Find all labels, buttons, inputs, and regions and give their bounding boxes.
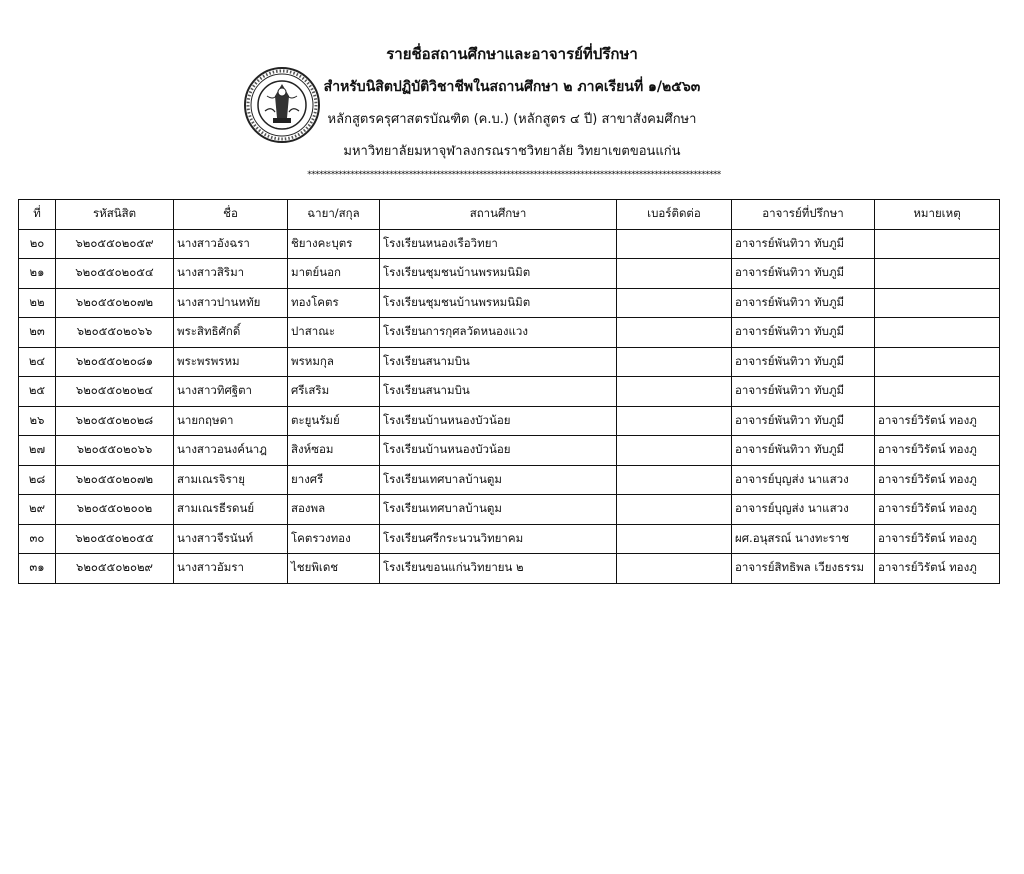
cell-advisor: อาจารย์บุญส่ง นาแสวง xyxy=(732,495,875,525)
table-body xyxy=(19,229,1000,583)
column-header-phone: เบอร์ติดต่อ xyxy=(617,200,732,230)
cell-phone xyxy=(617,436,732,466)
cell-phone xyxy=(617,229,732,259)
cell-first-name: นางสาวจีรนันท์ xyxy=(174,524,288,554)
cell-surname: ทองโคตร xyxy=(288,288,380,318)
cell-remarks xyxy=(875,377,1000,407)
cell-school: โรงเรียนบ้านหนองบัวน้อย xyxy=(380,406,617,436)
cell-student-id: ๖๒๐๕๕๐๒๐๕๔ xyxy=(56,259,174,289)
cell-row-number: ๒๐ xyxy=(19,229,56,259)
cell-student-id: ๖๒๐๕๕๐๒๐๖๖ xyxy=(56,318,174,348)
cell-first-name: สามเณรธีรดนย์ xyxy=(174,495,288,525)
cell-advisor: อาจารย์บุญส่ง นาแสวง xyxy=(732,465,875,495)
cell-remarks: อาจารย์วิรัตน์ ทองภู xyxy=(875,495,1000,525)
cell-first-name: นางสาวอังฉรา xyxy=(174,229,288,259)
table-row xyxy=(19,347,1000,377)
cell-advisor: อาจารย์สิทธิพล เวียงธรรม xyxy=(732,554,875,584)
cell-advisor: อาจารย์พันทิวา ทับภูมี xyxy=(732,229,875,259)
cell-school: โรงเรียนบ้านหนองบัวน้อย xyxy=(380,436,617,466)
cell-row-number: ๒๔ xyxy=(19,347,56,377)
table-row xyxy=(19,259,1000,289)
cell-student-id: ๖๒๐๕๕๐๒๐๐๒ xyxy=(56,495,174,525)
cell-row-number: ๓๑ xyxy=(19,554,56,584)
separator-line: ********************************************************************************************************** xyxy=(307,170,721,180)
cell-student-id: ๖๒๐๕๕๐๒๐๕๕ xyxy=(56,524,174,554)
cell-student-id: ๖๒๐๕๕๐๒๐๖๖ xyxy=(56,436,174,466)
cell-row-number: ๒๒ xyxy=(19,288,56,318)
column-header-remarks: หมายเหตุ xyxy=(875,200,1000,230)
cell-phone xyxy=(617,318,732,348)
cell-first-name: นายกฤษดา xyxy=(174,406,288,436)
cell-surname: ศรีเสริม xyxy=(288,377,380,407)
university-line: มหาวิทยาลัยมหาจุฬาลงกรณราชวิทยาลัย วิทยาเขตขอนแก่น xyxy=(343,144,681,159)
cell-first-name: สามเณรจิรายุ xyxy=(174,465,288,495)
table-row xyxy=(19,288,1000,318)
cell-row-number: ๒๓ xyxy=(19,318,56,348)
cell-remarks xyxy=(875,229,1000,259)
cell-student-id: ๖๒๐๕๕๐๒๐๒๔ xyxy=(56,377,174,407)
table-row xyxy=(19,465,1000,495)
cell-remarks: อาจารย์วิรัตน์ ทองภู xyxy=(875,554,1000,584)
cell-advisor: ผศ.อนุสรณ์ นางทะราช xyxy=(732,524,875,554)
cell-row-number: ๒๘ xyxy=(19,465,56,495)
program-line: หลักสูตรครุศาสตรบัณฑิต (ค.บ.) (หลักสูตร ๔ ปี) สาขาสังคมศึกษา xyxy=(327,112,697,127)
cell-advisor: อาจารย์พันทิวา ทับภูมี xyxy=(732,347,875,377)
cell-school: โรงเรียนหนองเรือวิทยา xyxy=(380,229,617,259)
cell-remarks xyxy=(875,318,1000,348)
cell-first-name: นางสาวสิริมา xyxy=(174,259,288,289)
cell-row-number: ๒๖ xyxy=(19,406,56,436)
column-header-name: ชื่อ xyxy=(174,200,288,230)
table-row xyxy=(19,524,1000,554)
cell-school: โรงเรียนสนามบิน xyxy=(380,347,617,377)
cell-surname: ตะยูนรัมย์ xyxy=(288,406,380,436)
cell-phone xyxy=(617,288,732,318)
column-header-school: สถานศึกษา xyxy=(380,200,617,230)
cell-remarks: อาจารย์วิรัตน์ ทองภู xyxy=(875,465,1000,495)
column-header-number: ที่ xyxy=(19,200,56,230)
table-row xyxy=(19,229,1000,259)
cell-first-name: นางสาวอนงค์นาฎ xyxy=(174,436,288,466)
cell-phone xyxy=(617,406,732,436)
cell-row-number: ๒๗ xyxy=(19,436,56,466)
cell-first-name: นางสาวปานหทัย xyxy=(174,288,288,318)
column-header-student-id: รหัสนิสิต xyxy=(56,200,174,230)
cell-phone xyxy=(617,347,732,377)
cell-phone xyxy=(617,554,732,584)
cell-advisor: อาจารย์พันทิวา ทับภูมี xyxy=(732,406,875,436)
cell-remarks: อาจารย์วิรัตน์ ทองภู xyxy=(875,406,1000,436)
cell-remarks xyxy=(875,288,1000,318)
cell-remarks: อาจารย์วิรัตน์ ทองภู xyxy=(875,436,1000,466)
column-header-surname: ฉายา/สกุล xyxy=(288,200,380,230)
table-row xyxy=(19,495,1000,525)
cell-school: โรงเรียนการกุศลวัดหนองแวง xyxy=(380,318,617,348)
cell-row-number: ๒๕ xyxy=(19,377,56,407)
cell-school: โรงเรียนชุมชนบ้านพรหมนิมิต xyxy=(380,288,617,318)
table-row xyxy=(19,318,1000,348)
table-row xyxy=(19,436,1000,466)
cell-phone xyxy=(617,377,732,407)
cell-first-name: พระพรพรหม xyxy=(174,347,288,377)
cell-first-name: พระสิทธิศักดิ์ xyxy=(174,318,288,348)
cell-row-number: ๓๐ xyxy=(19,524,56,554)
cell-surname: ชิยางคะบุตร xyxy=(288,229,380,259)
cell-phone xyxy=(617,259,732,289)
cell-surname: พรหมกุล xyxy=(288,347,380,377)
cell-advisor: อาจารย์พันทิวา ทับภูมี xyxy=(732,288,875,318)
cell-student-id: ๖๒๐๕๕๐๒๐๘๑ xyxy=(56,347,174,377)
cell-phone xyxy=(617,495,732,525)
cell-student-id: ๖๒๐๕๕๐๒๐๗๒ xyxy=(56,465,174,495)
cell-surname: สิงห์ซอม xyxy=(288,436,380,466)
cell-advisor: อาจารย์พันทิวา ทับภูมี xyxy=(732,318,875,348)
cell-remarks xyxy=(875,347,1000,377)
cell-row-number: ๒๑ xyxy=(19,259,56,289)
cell-advisor: อาจารย์พันทิวา ทับภูมี xyxy=(732,436,875,466)
cell-phone xyxy=(617,465,732,495)
column-header-advisor: อาจารย์ที่ปรึกษา xyxy=(732,200,875,230)
cell-remarks xyxy=(875,259,1000,289)
cell-remarks: อาจารย์วิรัตน์ ทองภู xyxy=(875,524,1000,554)
cell-advisor: อาจารย์พันทิวา ทับภูมี xyxy=(732,377,875,407)
cell-first-name: นางสาวทิศฐิตา xyxy=(174,377,288,407)
table-row xyxy=(19,554,1000,584)
cell-advisor: อาจารย์พันทิวา ทับภูมี xyxy=(732,259,875,289)
cell-surname: โคตรวงทอง xyxy=(288,524,380,554)
cell-student-id: ๖๒๐๕๕๐๒๐๕๙ xyxy=(56,229,174,259)
student-advisor-table xyxy=(18,199,1000,584)
table-header-row xyxy=(19,200,1000,230)
cell-surname: มาตย์นอก xyxy=(288,259,380,289)
cell-surname: ยางศรี xyxy=(288,465,380,495)
cell-surname: ไชยพิเดช xyxy=(288,554,380,584)
table-row xyxy=(19,406,1000,436)
cell-school: โรงเรียนเทศบาลบ้านตูม xyxy=(380,495,617,525)
cell-surname: ปาสาณะ xyxy=(288,318,380,348)
cell-student-id: ๖๒๐๕๕๐๒๐๒๙ xyxy=(56,554,174,584)
document-title: รายชื่อสถานศึกษาและอาจารย์ที่ปรึกษา xyxy=(386,45,638,63)
cell-surname: สองพล xyxy=(288,495,380,525)
table-row xyxy=(19,377,1000,407)
cell-student-id: ๖๒๐๕๕๐๒๐๗๒ xyxy=(56,288,174,318)
cell-row-number: ๒๙ xyxy=(19,495,56,525)
cell-first-name: นางสาวอัมรา xyxy=(174,554,288,584)
cell-school: โรงเรียนขอนแก่นวิทยายน ๒ xyxy=(380,554,617,584)
document-subtitle: สำหรับนิสิตปฏิบัติวิชาชีพในสถานศึกษา ๒ ภาคเรียนที่ ๑/๒๕๖๓ xyxy=(323,79,701,95)
cell-student-id: ๖๒๐๕๕๐๒๐๒๘ xyxy=(56,406,174,436)
cell-school: โรงเรียนชุมชนบ้านพรหมนิมิต xyxy=(380,259,617,289)
cell-school: โรงเรียนสนามบิน xyxy=(380,377,617,407)
cell-phone xyxy=(617,524,732,554)
cell-school: โรงเรียนเทศบาลบ้านตูม xyxy=(380,465,617,495)
cell-school: โรงเรียนศรีกระนวนวิทยาคม xyxy=(380,524,617,554)
